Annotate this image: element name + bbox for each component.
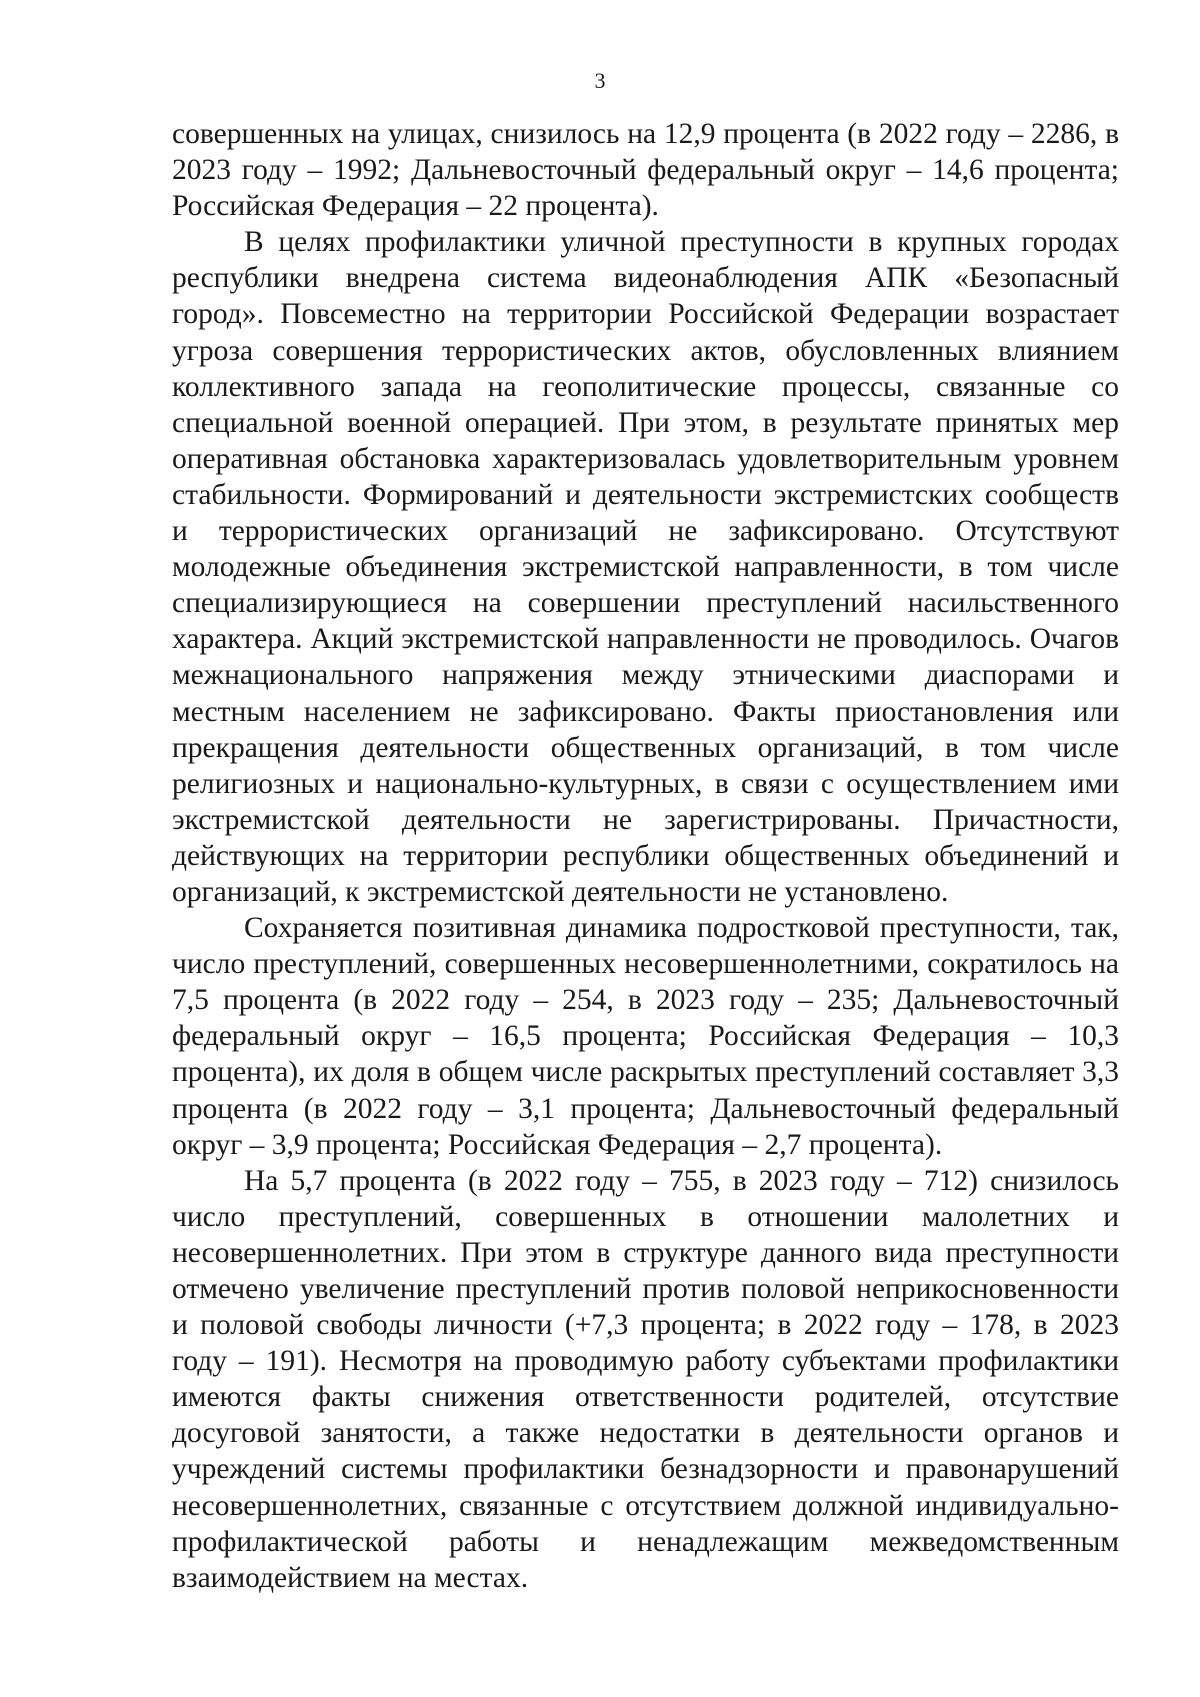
paragraph-2: В целях профилактики уличной преступности в крупных городах республики внедрена система видеонаблюдения АПК «Безопасный город». Повсеместно на территории Российской Федерации возрастает угроза совершения террористических актов, обусловленных влиянием коллективного запада на геополитические процессы, связанные со специальной военной операцией. При этом, в результате принятых мер оперативная обстановка характеризовалась удовлетворительным уровнем стабильности. Формирований и деятельности экстремистских сообществ и террористических организаций не зафиксировано. Отсутствуют молодежные объединения экстремистской направленности, в том числе специализирующиеся на совершении преступлений насильственного характера. Акций экстремистской направленности не проводилось. Очагов межнационального напряжения между этническими диаспорами и местным населением не зафиксировано. Факты приостановления или прекращения деятельности общественных организаций, в том числе религиозных и национально-культурных, в связи с осуществлением ими экстремистской деятельности не зарегистрированы. Причастности, действующих на территории республики общественных объединений и организаций, к экстремистской деятельности не установлено. [172, 226, 1119, 908]
paragraph-3: Сохраняется позитивная динамика подростковой преступности, так, число преступлений, совершенных несовершеннолетними, сократилось на 7,5 процента (в 2022 году – 254, в 2023 году – 235; Дальневосточный федеральный округ – 16,5 процента; Российская Федерация – 10,3 процента), их доля в общем числе раскрытых преступлений составляет 3,3 процента (в 2022 году – 3,1 процента; Дальневосточный федеральный округ – 3,9 процента; Российская Федерация – 2,7 процента). [172, 912, 1119, 1161]
paragraph-4: На 5,7 процента (в 2022 году – 755, в 2023 году – 712) снизилось число преступлений, совершенных в отношении малолетних и несовершеннолетних. При этом в структуре данного вида преступности отмечено увеличение преступлений против половой неприкосновенности и половой свободы личности (+7,3 процента; в 2022 году – 178, в 2023 году – 191). Несмотря на проводимую работу субъектами профилактики имеются факты снижения ответственности родителей, отсутствие досуговой занятости, а также недостатки в деятельности органов и учреждений системы профилактики безнадзорности и правонарушений несовершеннолетних, связанные с отсутствием должной индивидуально-профилактической работы и ненадлежащим межведомственным взаимодействием на местах. [172, 1164, 1119, 1594]
paragraph-1: совершенных на улицах, снизилось на 12,9 процента (в 2022 году – 2286, в 2023 году – 1992; Дальневосточный федеральный округ – 14,6 процента; Российская Федерация – 22 процента). [172, 118, 1119, 223]
page-number: 3 [594, 68, 606, 93]
document-body [172, 116, 1119, 1596]
